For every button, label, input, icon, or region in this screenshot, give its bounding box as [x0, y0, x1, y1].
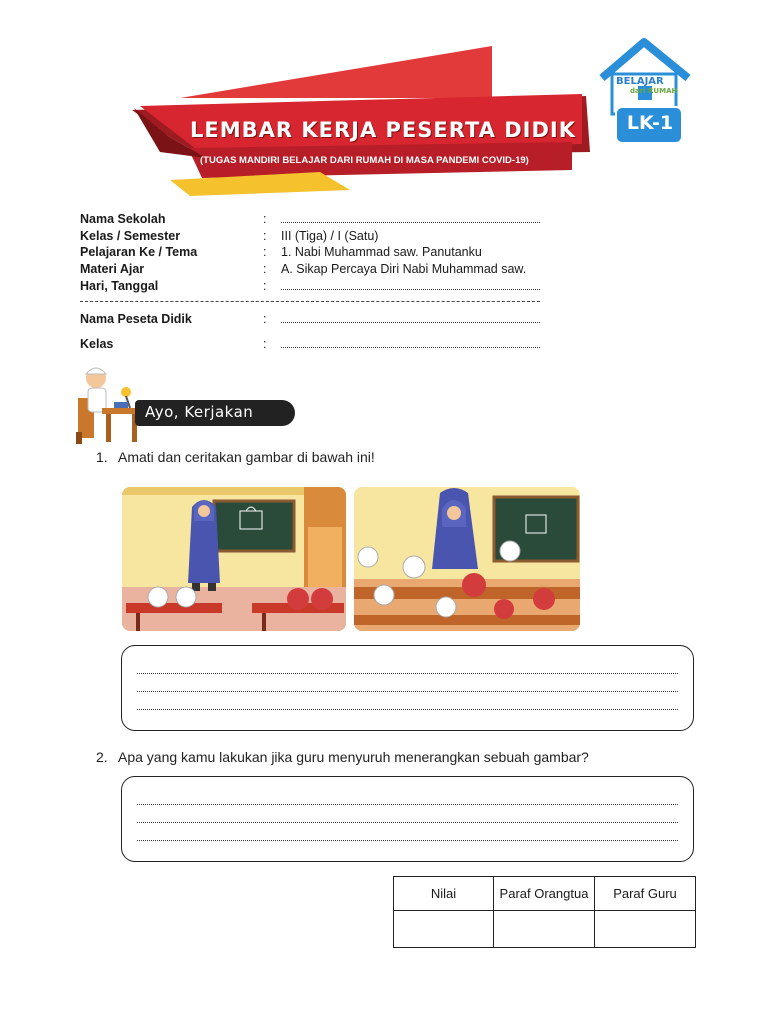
student-at-desk-illustration — [74, 362, 144, 444]
fill-in-line[interactable] — [281, 289, 540, 290]
answer-line — [137, 673, 678, 674]
info-row-lesson-theme — [80, 244, 540, 261]
info-row-class-semester — [80, 228, 540, 245]
info-value: 1. Nabi Muhammad saw. Panutanku — [281, 245, 482, 260]
info-label: Nama Sekolah — [80, 212, 166, 226]
header-paraf-guru: Paraf Guru — [595, 877, 696, 911]
cell-nilai[interactable] — [394, 911, 494, 948]
question-2 — [96, 749, 589, 765]
info-row-student-name — [80, 311, 540, 328]
cell-paraf-orangtua[interactable] — [494, 911, 595, 948]
student-info — [80, 311, 540, 352]
logo-subtext: dari RUMAH — [630, 87, 678, 95]
question-1 — [96, 449, 375, 465]
fill-in-line[interactable] — [281, 222, 540, 223]
info-label: Hari, Tanggal — [80, 278, 159, 293]
question-number: 2. — [96, 749, 108, 765]
info-row-material — [80, 261, 540, 278]
answer-line — [137, 822, 678, 823]
info-colon: : — [263, 228, 267, 243]
section-label: Ayo, Kerjakan — [145, 403, 254, 421]
table-row — [394, 911, 696, 948]
question-number: 1. — [96, 449, 108, 465]
info-colon: : — [263, 212, 267, 226]
answer-line — [137, 840, 678, 841]
logo-text: BELAJAR — [616, 76, 664, 87]
cell-paraf-guru[interactable] — [595, 911, 696, 948]
identity-info — [80, 211, 540, 294]
fill-in-line[interactable] — [281, 347, 540, 348]
info-label: Pelajaran Ke / Tema — [80, 245, 198, 260]
header-nilai: Nilai — [394, 877, 494, 911]
fill-in-line[interactable] — [281, 322, 540, 323]
info-row-student-class — [80, 336, 540, 353]
page-title: LEMBAR KERJA PESERTA DIDIK — [190, 118, 576, 142]
answer-line — [137, 709, 678, 710]
info-label: Materi Ajar — [80, 262, 145, 277]
info-colon: : — [263, 262, 267, 277]
header-paraf-orangtua: Paraf Orangtua — [494, 877, 595, 911]
info-label: Kelas — [80, 336, 114, 351]
info-label: Nama Peseta Didik — [80, 312, 192, 326]
page-subtitle: (TUGAS MANDIRI BELAJAR DARI RUMAH DI MASA PANDEMI COVID-19) — [200, 155, 529, 166]
info-label: Kelas / Semester — [80, 228, 181, 243]
dashed-divider — [80, 301, 540, 302]
answer-box-1[interactable] — [121, 645, 694, 731]
info-colon: : — [263, 312, 267, 326]
answer-line — [137, 691, 678, 692]
info-colon: : — [263, 245, 267, 260]
question-text: Apa yang kamu lakukan jika guru menyuruh menerangkan sebuah gambar? — [118, 749, 589, 765]
table-header-row — [394, 877, 696, 911]
answer-box-2[interactable] — [121, 776, 694, 862]
classroom-picture-right — [354, 487, 580, 631]
info-value: A. Sikap Percaya Diri Nabi Muhammad saw. — [281, 262, 527, 277]
info-value: III (Tiga) / I (Satu) — [281, 228, 379, 243]
info-row-school — [80, 211, 540, 228]
grading-table — [393, 876, 696, 948]
classroom-picture-left — [122, 487, 346, 631]
lk-badge-label: LK-1 — [626, 112, 674, 134]
answer-line — [137, 804, 678, 805]
info-colon: : — [263, 336, 267, 351]
question-text: Amati dan ceritakan gambar di bawah ini! — [118, 449, 375, 465]
info-colon: : — [263, 278, 267, 293]
info-row-date — [80, 278, 540, 295]
